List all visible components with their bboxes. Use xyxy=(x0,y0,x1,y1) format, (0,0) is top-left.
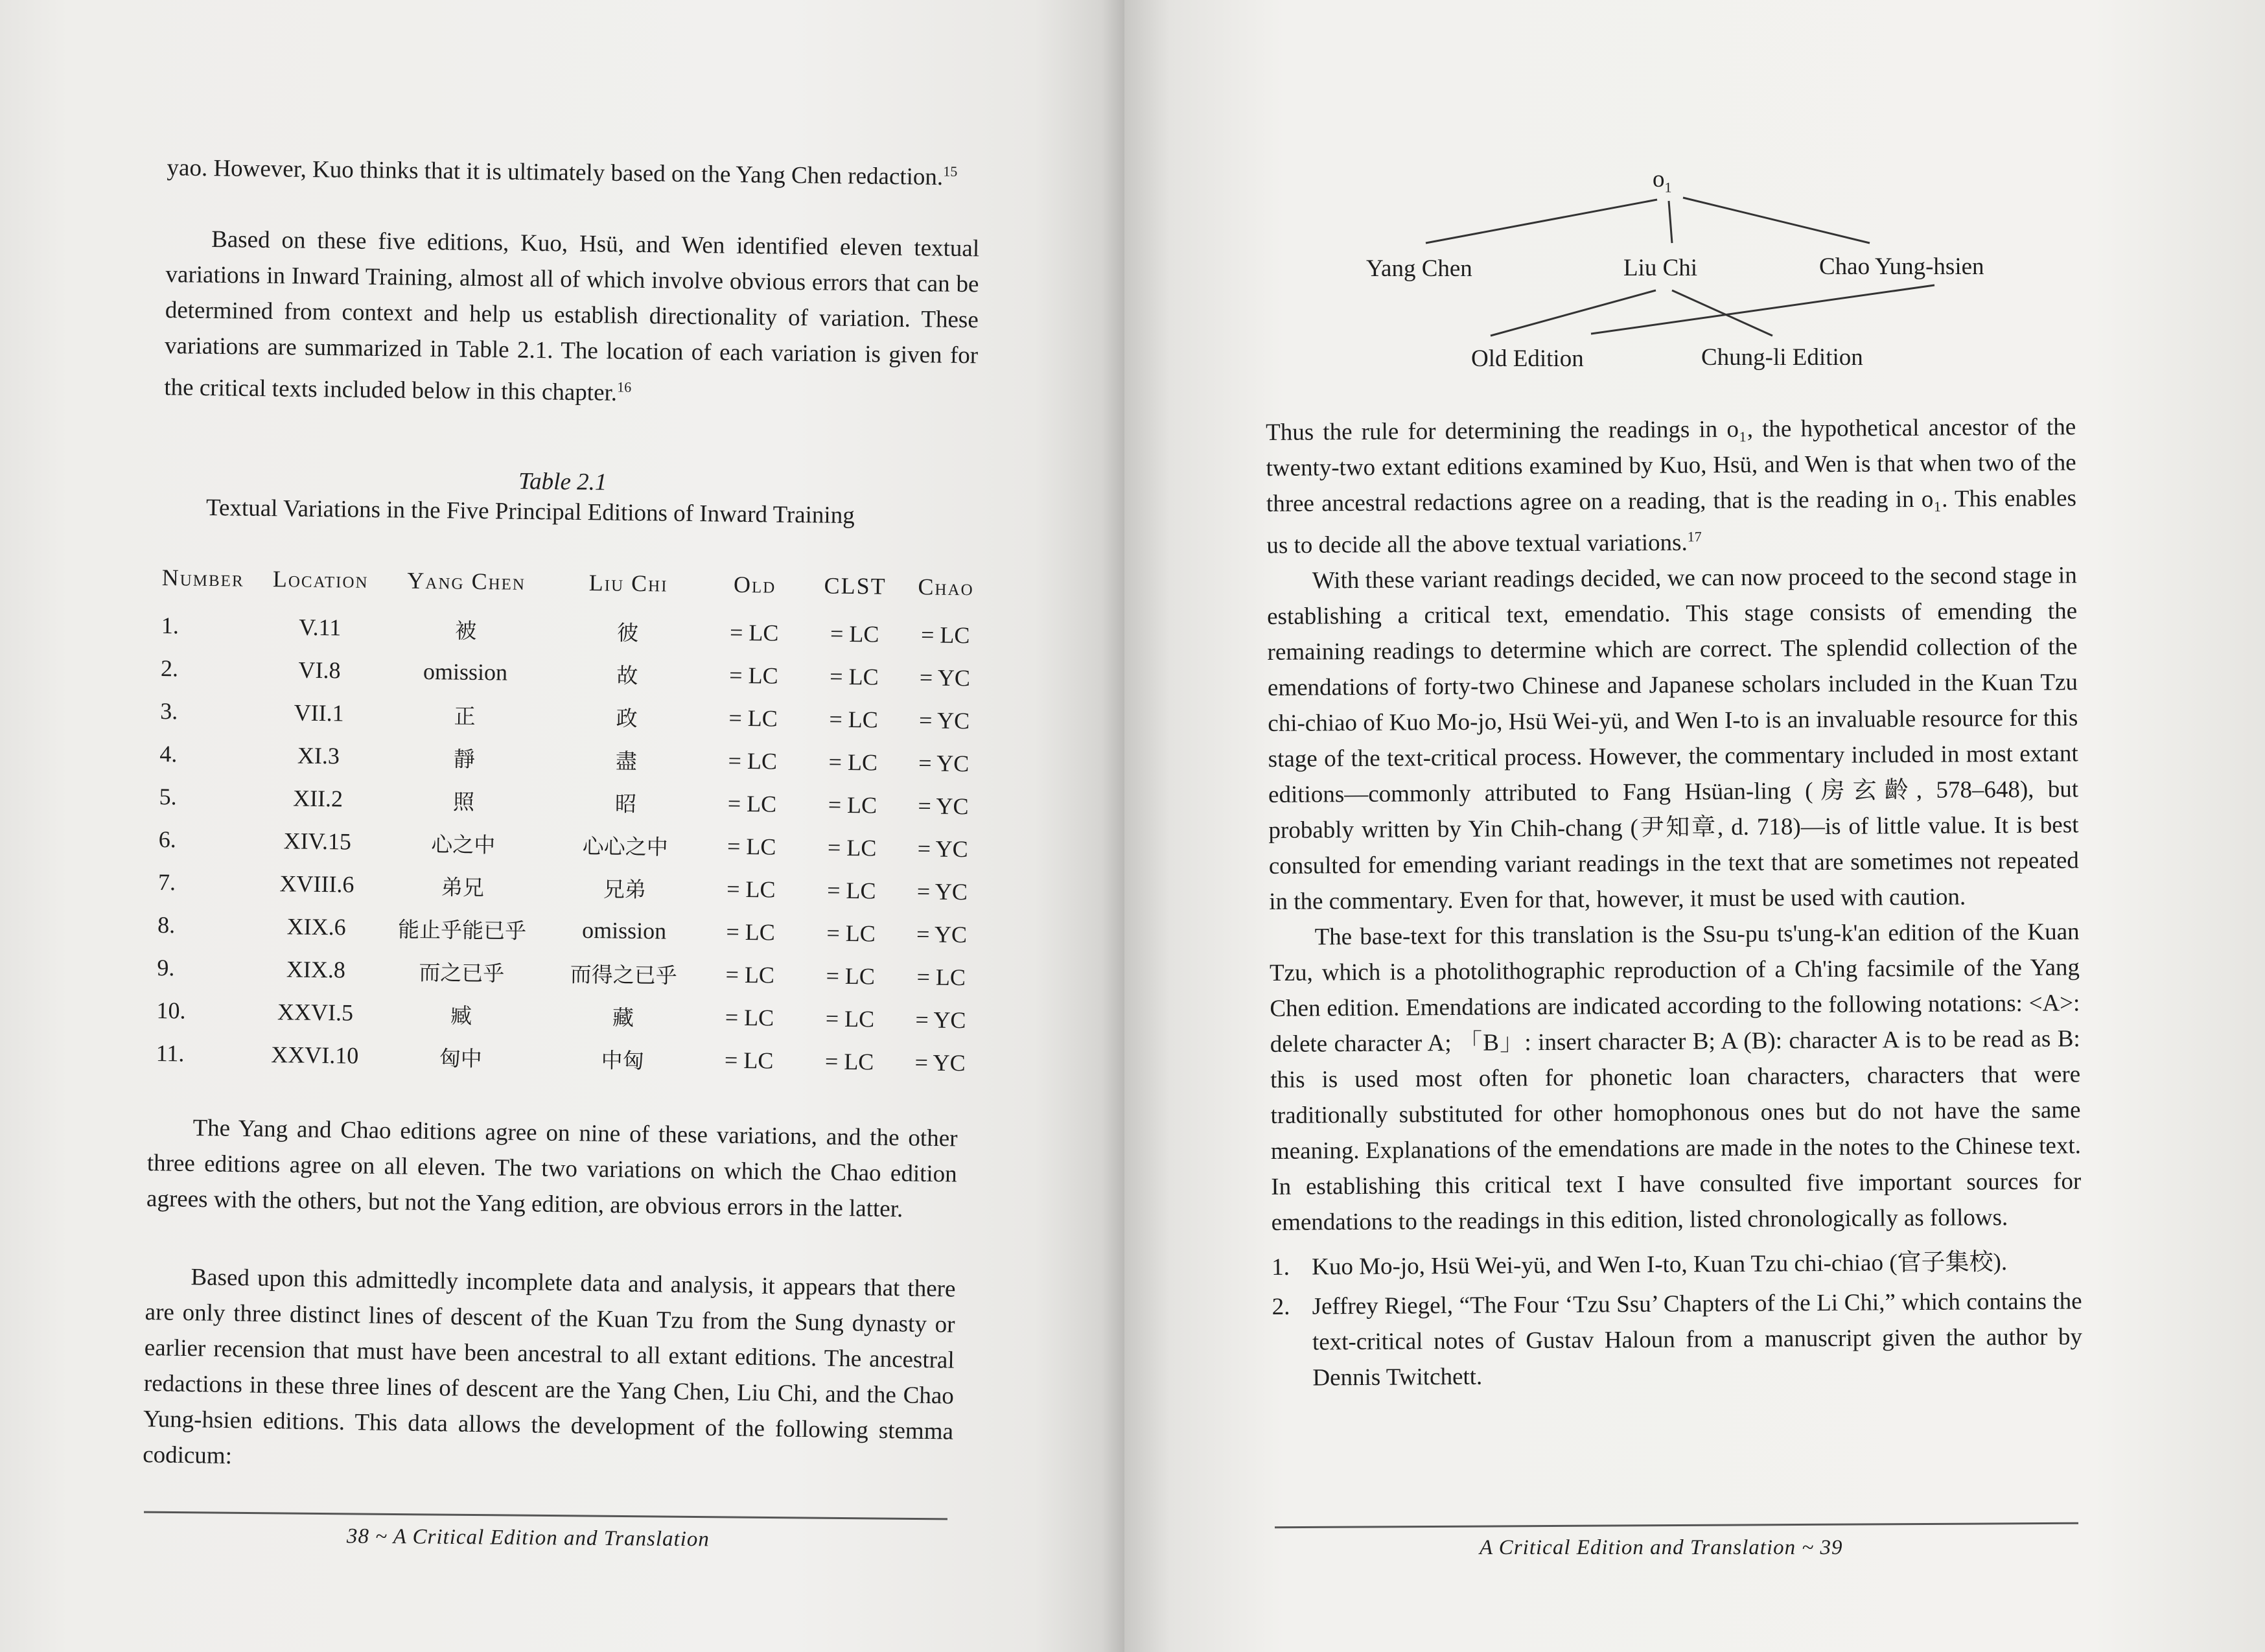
row-location: XIX.8 xyxy=(286,956,346,983)
row-liu-chi: 兄弟 xyxy=(603,876,647,902)
row-chao: = YC xyxy=(916,921,968,948)
row-old: = LC xyxy=(725,961,775,988)
col-yang-chen: Yang Chen xyxy=(407,567,526,595)
stemma-chung-li-edition: Chung-li Edition xyxy=(1701,344,1863,371)
row-number: 6. xyxy=(158,826,177,853)
row-number: 9. xyxy=(157,954,175,981)
left-footer: 38 ~ A Critical Edition and Translation xyxy=(346,1524,710,1552)
row-yang-chen: omission xyxy=(423,658,508,686)
row-yang-chen: 靜 xyxy=(453,746,476,772)
source-number: 2. xyxy=(1272,1294,1290,1321)
row-liu-chi: 藏 xyxy=(612,1005,634,1030)
row-clst: = LC xyxy=(828,791,877,819)
table-body xyxy=(156,604,984,1084)
table-row xyxy=(156,1032,979,1085)
table-title: Textual Variations in the Five Principal Editions of Inward Training xyxy=(205,494,855,529)
row-old: = LC xyxy=(726,833,776,860)
paragraph: Thus the rule for determining the readings in o₁, the hypothetical ancestor of the twenty-two extant editions examined by Kuo, Hsü, and Wen is that when two of the three ancestral redactions agree on a reading, that is the reading in o₁. This enables us to decide all the above textual variations. xyxy=(1266,413,2077,559)
row-chao: = YC xyxy=(919,664,971,692)
stemma-root xyxy=(1653,165,1672,196)
stemma-lines xyxy=(1124,0,2265,402)
stemma-old-edition: Old Edition xyxy=(1471,345,1584,372)
right-text xyxy=(1266,409,2083,1400)
row-location: XVIII.6 xyxy=(279,870,354,898)
stemma-yang-chen: Yang Chen xyxy=(1366,255,1472,282)
paragraph: The base-text for this translation is the Ssu-pu ts'ung-k'an edition of the Kuan Tzu, which is a photolithographic reproduction of a Ch'ing facsimile of the Yang Chen edition. Emendations are indicated according to the following notations: <A>: delete character A; 「B」: insert character B; A (B): character A is to be read as B: this is used most often for phonetic loan characters, characters that were traditionally substituted for other homophonous ones but do not have the same meaning. Explanations of the emendations are made in the notes to the Chinese text. In establishing this critical text I have consulted five important sources for emendations to the readings in this edition, listed chronologically as follows. xyxy=(1269,918,2082,1237)
row-clst: = LC xyxy=(827,877,876,904)
note-ref: 16 xyxy=(617,378,632,396)
left-page xyxy=(0,0,1124,1652)
stemma-root-label: o xyxy=(1653,166,1665,192)
intro-text: yao. However, Kuo thinks that it is ultimately based on the Yang Chen redaction. xyxy=(167,154,944,191)
row-chao: = YC xyxy=(918,793,969,820)
row-number: 5. xyxy=(159,783,177,810)
row-old: = LC xyxy=(728,704,778,732)
paragraph: Based upon this admittedly incomplete data and analysis, it appears that there are only three distinct lines of descent of the Kuan Tzu from the Sung dynasty or earlier recension that must have been ancestral to all extant editions. The ancestral redactions in these three lines of descent are the Yang Chen, Liu Chi, and the Chao Yung-hsien editions. This data allows the development of the following stemma codicum: xyxy=(142,1264,956,1470)
source-text: Jeffrey Riegel, “The Four ‘Tzu Ssu’ Chapters of the Li Chi,” which contains the text-critical notes of Gustav Haloun from a manuscript given the author by Dennis Twitchett. xyxy=(1312,1288,2083,1391)
row-clst: = LC xyxy=(829,706,879,733)
row-old: = LC xyxy=(728,747,778,774)
source-text: Kuo Mo-jo, Hsü Wei-yü, and Wen I-to, Kuan Tzu chi-chiao (官子集校). xyxy=(1312,1249,2008,1281)
row-clst: = LC xyxy=(826,920,876,947)
row-yang-chen: 照 xyxy=(452,789,475,815)
table-label: Table 2.1 xyxy=(518,468,607,496)
row-number: 10. xyxy=(156,997,186,1024)
row-chao: = YC xyxy=(918,707,970,734)
row-location: XIX.6 xyxy=(286,913,346,940)
row-liu-chi: 彼 xyxy=(617,620,639,646)
row-yang-chen: 弟兄 xyxy=(441,874,485,900)
row-location: VI.8 xyxy=(298,657,341,684)
row-clst: = LC xyxy=(824,1048,874,1075)
row-location: XIV.15 xyxy=(283,828,352,855)
note-ref: 15 xyxy=(943,163,958,180)
row-number: 2. xyxy=(160,655,179,682)
row-number: 1. xyxy=(161,612,180,639)
row-liu-chi: 心心之中 xyxy=(582,833,668,860)
row-chao: = YC xyxy=(914,1049,966,1076)
col-liu-chi: Liu Chi xyxy=(588,570,668,597)
row-liu-chi: 中匈 xyxy=(601,1047,644,1073)
row-location: V.11 xyxy=(299,614,342,641)
row-clst: = LC xyxy=(827,834,877,861)
row-clst: = LC xyxy=(830,663,879,690)
left-intro xyxy=(164,144,981,415)
row-chao: = YC xyxy=(915,1006,966,1034)
row-yang-chen: 臧 xyxy=(450,1002,472,1029)
row-liu-chi: 故 xyxy=(616,662,638,688)
row-chao: = YC xyxy=(916,878,968,905)
row-number: 4. xyxy=(159,740,178,767)
row-liu-chi: 而得之已乎 xyxy=(570,961,678,988)
row-location: VII.1 xyxy=(294,699,344,727)
row-old: = LC xyxy=(729,662,778,689)
col-clst: CLST xyxy=(824,572,887,599)
row-old: = LC xyxy=(725,1004,774,1031)
row-clst: = LC xyxy=(826,962,876,990)
source-item xyxy=(1272,1244,2082,1286)
stemma-liu-chi: Liu Chi xyxy=(1623,255,1698,281)
row-chao: = YC xyxy=(917,835,968,863)
row-yang-chen: 被 xyxy=(455,618,477,644)
row-number: 7. xyxy=(157,868,176,896)
row-liu-chi: 昭 xyxy=(614,791,637,817)
source-number: 1. xyxy=(1272,1254,1290,1281)
left-para3 xyxy=(143,1259,956,1485)
source-item xyxy=(1272,1284,2082,1397)
col-location: Location xyxy=(272,566,369,593)
row-location: XI.3 xyxy=(297,742,340,769)
row-old: = LC xyxy=(727,790,777,817)
paragraph: With these variant readings decided, we can now proceed to the second stage in establishing a critical text, emendatio. This stage consists of emending the remaining readings to determine which are correct. The splendid collection of the emendations of forty-two Chinese and Japanese scholars included in the Kuan Tzu chi-chiao of Kuo Mo-jo, Hsü Wei-yü, and Wen I-to is an invaluable resource for this stage of the text-critical process. However, the commentary included in most extant editions—commonly attributed to Fang Hsüan-ling (房玄齡, 578–648), but probably written by Yin Chih-chang (尹知章, d. 718)—is of little value. It is best consulted for emending variant readings in the text that are sometimes not repeated in the commentary. Even for that, however, it must be used with caution. xyxy=(1267,562,2079,916)
row-chao: = LC xyxy=(916,964,966,991)
row-clst: = LC xyxy=(828,749,878,776)
row-old: = LC xyxy=(726,918,776,946)
footer-rule xyxy=(1275,1522,2078,1528)
row-yang-chen: 正 xyxy=(454,703,476,729)
row-number: 11. xyxy=(156,1040,185,1067)
row-old: = LC xyxy=(726,876,776,903)
row-clst: = LC xyxy=(825,1005,875,1032)
row-liu-chi: omission xyxy=(581,916,667,944)
right-page xyxy=(1124,0,2265,1652)
row-liu-chi: 盡 xyxy=(615,748,638,774)
note-ref: 17 xyxy=(1687,528,1702,545)
row-chao: = LC xyxy=(920,622,970,649)
row-number: 8. xyxy=(157,911,176,938)
left-para2: The Yang and Chao editions agree on nine of these variations, and the other three editions agree on all eleven. The two variations on which the Chao edition agrees with the others, but not the Yang edition, are obvious errors in the latter. xyxy=(146,1114,958,1223)
stemma-chao-yung-hsien: Chao Yung-hsien xyxy=(1819,253,1984,280)
row-yang-chen: 而之已乎 xyxy=(419,959,505,986)
row-location: XXVI.10 xyxy=(271,1041,359,1069)
sources-list xyxy=(1272,1244,2083,1397)
row-chao: = YC xyxy=(918,750,970,777)
row-liu-chi: 政 xyxy=(616,705,638,731)
variations-table xyxy=(156,564,985,1084)
row-clst: = LC xyxy=(830,620,879,647)
row-yang-chen: 匈中 xyxy=(439,1045,482,1071)
paragraph: Based on these five editions, Kuo, Hsü, and Wen identified eleven textual variations in Inward Training, almost all of which involve obvious errors that can be determined from context and help us establish directionality of variation. These variations are summarized in Table 2.1. The location of each variation is given for the critical texts included below in this chapter. xyxy=(164,226,980,407)
col-old: Old xyxy=(733,571,776,598)
right-footer: A Critical Edition and Translation ~ 39 xyxy=(1480,1536,1843,1559)
col-chao: Chao xyxy=(918,574,974,601)
row-number: 3. xyxy=(159,697,178,725)
row-yang-chen: 能止乎能已乎 xyxy=(397,916,527,944)
col-number: Number xyxy=(161,564,244,592)
row-old: = LC xyxy=(724,1047,774,1074)
stemma-root-sub: 1 xyxy=(1664,179,1672,196)
row-old: = LC xyxy=(729,619,779,646)
row-location: XII.2 xyxy=(292,785,343,812)
footer-rule xyxy=(144,1511,947,1520)
row-location: XXVI.5 xyxy=(277,999,354,1026)
row-yang-chen: 心之中 xyxy=(431,831,496,857)
